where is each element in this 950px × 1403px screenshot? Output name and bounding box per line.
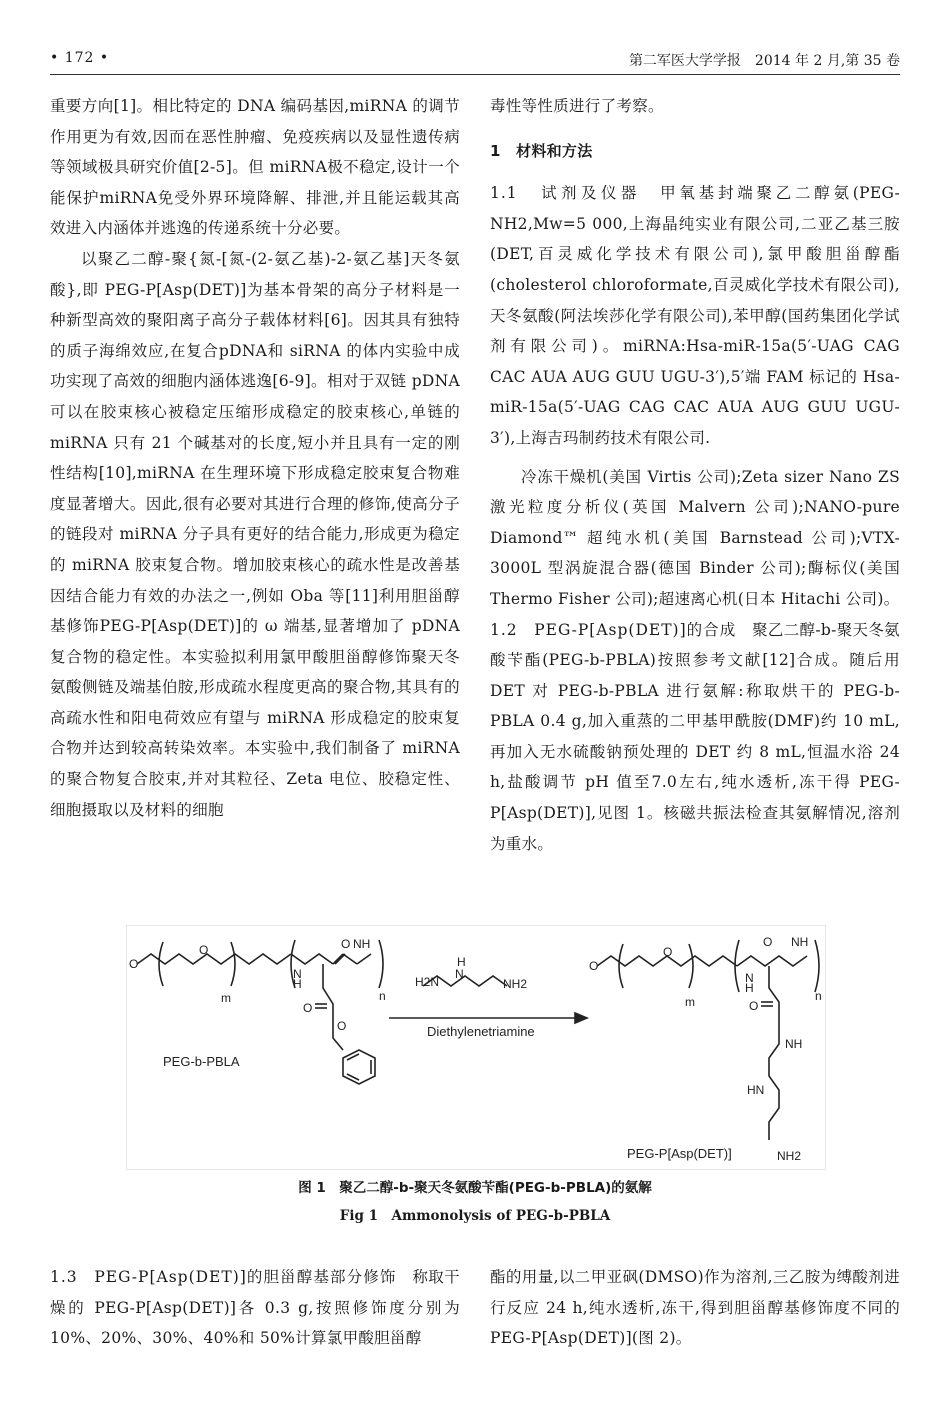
paragraph-1-2 — [490, 615, 900, 860]
label-peg-p-asp-det: PEG-P[Asp(DET)] — [627, 1146, 732, 1161]
left-column — [50, 91, 460, 825]
atom-o-ester-carbonyl: O — [303, 1001, 313, 1015]
subsection-heading-1-3: 1.3 PEG-P[Asp(DET)]的胆甾醇基部分修饰 — [50, 1268, 397, 1286]
atom-o-product-methoxy: O — [589, 959, 599, 973]
section-heading-methods: 1 材料和方法 — [490, 141, 593, 160]
figure-1-reaction-scheme — [126, 925, 826, 1170]
subscript-product-m: m — [685, 995, 695, 1009]
atom-h2n-reagent: H2N — [415, 975, 440, 989]
subsection-heading-1-1: 1.1 试剂及仪器 — [490, 184, 641, 203]
atom-o-product-ether: O — [663, 945, 673, 959]
paragraph-1-1 — [490, 178, 900, 453]
paragraph-1-3 — [50, 1262, 460, 1354]
atom-nh2-reagent: NH2 — [503, 977, 528, 991]
paragraph-intro-1: 重要方向[1]。相比特定的 DNA 编码基因,miRNA 的调节作用更为有效,因而在恶性肿瘤、免疫疾病以及显性遗传病等领域极具研究价值[2-5]。但 miRNA极不稳定,设计一个能保护miRNA免受外界环境降解、排泄,并且能运载其高效进入内涵体并逃逸的传递系统十分必要。 — [50, 97, 460, 238]
figure-caption-cn: 图 1 聚乙二醇-b-聚天冬氨酸苄酯(PEG-b-PBLA)的氨解 — [298, 1180, 652, 1196]
subsection-body-1-2: 聚乙二醇-b-聚天冬氨酸苄酯(PEG-b-PBLA)按照参考文献[12]合成。随后用 DET 对 PEG-b-PBLA 进行氨解:称取烘干的 PEG-b-PBLA 0.4 g,加入重蒸的二甲基甲酰胺(DMF)约 10 mL,再加入无水硫酸钠预处理的 DET 约 8 mL,恒温水浴 24 h,盐酸调节 pH 值至7.0左右,纯水透析,冻干得 PEG-P[Asp(DET)],见图 1。核磁共振法检查其氨解情况,溶剂为重水。 — [490, 620, 900, 853]
atom-o-product-carbonyl: O — [763, 935, 773, 949]
paragraph-intro-end: 毒性等性质进行了考察。 — [490, 97, 664, 115]
atom-nh2-product: NH2 — [777, 1149, 802, 1163]
right-column — [490, 91, 900, 859]
subsection-body-1-1: 甲氧基封端聚乙二醇氨(PEG-NH2,Mw=5 000,上海晶纯实业有限公司,二亚乙基三胺(DET,百灵威化学技术有限公司),氯甲酸胆甾醇酯(cholesterol chloroformate,百灵威化学技术有限公司),天冬氨酸(阿法埃莎化学有限公司),苯甲醇(国药集团化学试剂有限公司)。miRNA:Hsa-miR-15a(5′-UAG CAG CAC AUA AUG GUU UGU-3′),5′端 FAM 标记的 Hsa-miR-15a(5′-UAG CAG CAC AUA AUG GUU UGU-3′),上海吉玛制药技术有限公司. — [490, 184, 900, 447]
atom-n-reagent: N — [455, 967, 464, 981]
atom-o-product-amide: O — [749, 999, 759, 1013]
atom-o-carbonyl: O — [341, 937, 351, 951]
atom-nh-product-sidechain: NH — [785, 1037, 803, 1051]
atom-nh-product-backbone: NH — [791, 935, 809, 949]
page-number: • 172 • — [50, 50, 110, 66]
atom-o-ester: O — [337, 1019, 347, 1033]
label-diethylenetriamine: Diethylenetriamine — [427, 1024, 535, 1039]
subsection-body-1-3-right: 酯的用量,以二甲亚砜(DMSO)作为溶剂,三乙胺为缚酸剂进行反应 24 h,纯水透析,冻干,得到胆甾醇基修饰度不同的 PEG-P[Asp(DET)](图 2)。 — [490, 1268, 900, 1348]
figure-caption-en: Fig 1 Ammonolysis of PEG-b-PBLA — [339, 1208, 611, 1224]
bottom-right-column — [490, 1262, 900, 1354]
atom-o-methoxy: O — [129, 957, 139, 971]
atom-h-product: H — [745, 981, 754, 995]
bottom-left-column — [50, 1262, 460, 1354]
page-header — [50, 46, 900, 75]
atom-o-ether: O — [199, 943, 209, 957]
subsection-heading-1-2: 1.2 PEG-P[Asp(DET)]的合成 — [490, 620, 737, 639]
journal-info: 第二军医大学学报 2014 年 2 月,第 35 卷 — [628, 53, 900, 69]
atom-n-product: N — [745, 971, 754, 985]
atom-h-reagent: H — [457, 955, 466, 969]
subscript-product-n: n — [815, 989, 822, 1003]
label-peg-b-pbla: PEG-b-PBLA — [163, 1054, 240, 1069]
paragraph-intro-2: 以聚乙二醇-聚{氮-[氮-(2-氨乙基)-2-氨乙基]天冬氨酸},即 PEG-P[Asp(DET)]为基本骨架的高分子材料是一种新型高效的聚阳离子高分子载体材料[6]。因其具有独特的质子海绵效应,在复合pDNA和 siRNA 的体内实验中成功实现了高效的细胞内涵体逃逸[6-9]。相对于双链 pDNA 可以在胶束核心被稳定压缩形成稳定的胶束核心,单链的 miRNA 只有 21 个碱基对的长度,短小并且具有一定的刚性结构[10],miRNA 在生理环境下形成稳定胶束复合物难度显著增大。因此,很有必要对其进行合理的修饰,使高分子的链段对 miRNA 分子具有更好的结合能力,形成更为稳定的 miRNA 胶束复合物。增加胶束核心的疏水性是改善基因结合能力有效的办法之一,例如 Oba 等[11]利用胆甾醇基修饰PEG-P[Asp(DET)]的 ω 端基,显著增加了 pDNA 复合物的稳定性。本实验拟利用氯甲酸胆甾醇修饰聚天冬氨酸侧链及端基伯胺,形成疏水程度更高的聚合物,其具有的高疏水性和阳电荷效应有望与 miRNA 形成稳定的胶束复合物并达到较高转染效率。本实验中,我们制备了 miRNA 的聚合物复合胶束,并对其粒径、Zeta 电位、胶稳定性、细胞摄取以及材料的细胞 — [50, 249, 460, 819]
subscript-n: n — [379, 989, 386, 1003]
atom-nh-backbone: NH — [353, 937, 371, 951]
atom-hn-product-sidechain: HN — [747, 1083, 765, 1097]
subscript-m: m — [221, 991, 231, 1005]
reaction-scheme-svg — [127, 926, 825, 1169]
paragraph-instruments: 冷冻干燥机(美国 Virtis 公司);Zeta sizer Nano ZS 激光粒度分析仪(英国 Malvern 公司);NANO-pure Diamond™ 超纯水机(美国 Barnstead 公司);VTX-3000L 型涡旋混合器(德国 Binder 公司);酶标仪(美国 Thermo Fisher 公司);超速离心机(日本 Hitachi 公司)。 — [490, 467, 900, 608]
atom-h-amide: H — [293, 977, 302, 991]
atom-n-amide: N — [293, 967, 302, 981]
subsection-body-1-3-left: 称取干燥的 PEG-P[Asp(DET)]各 0.3 g,按照修饰度分别为 10%、20%、30%、40%和 50%计算氯甲酸胆甾醇 — [50, 1268, 460, 1348]
